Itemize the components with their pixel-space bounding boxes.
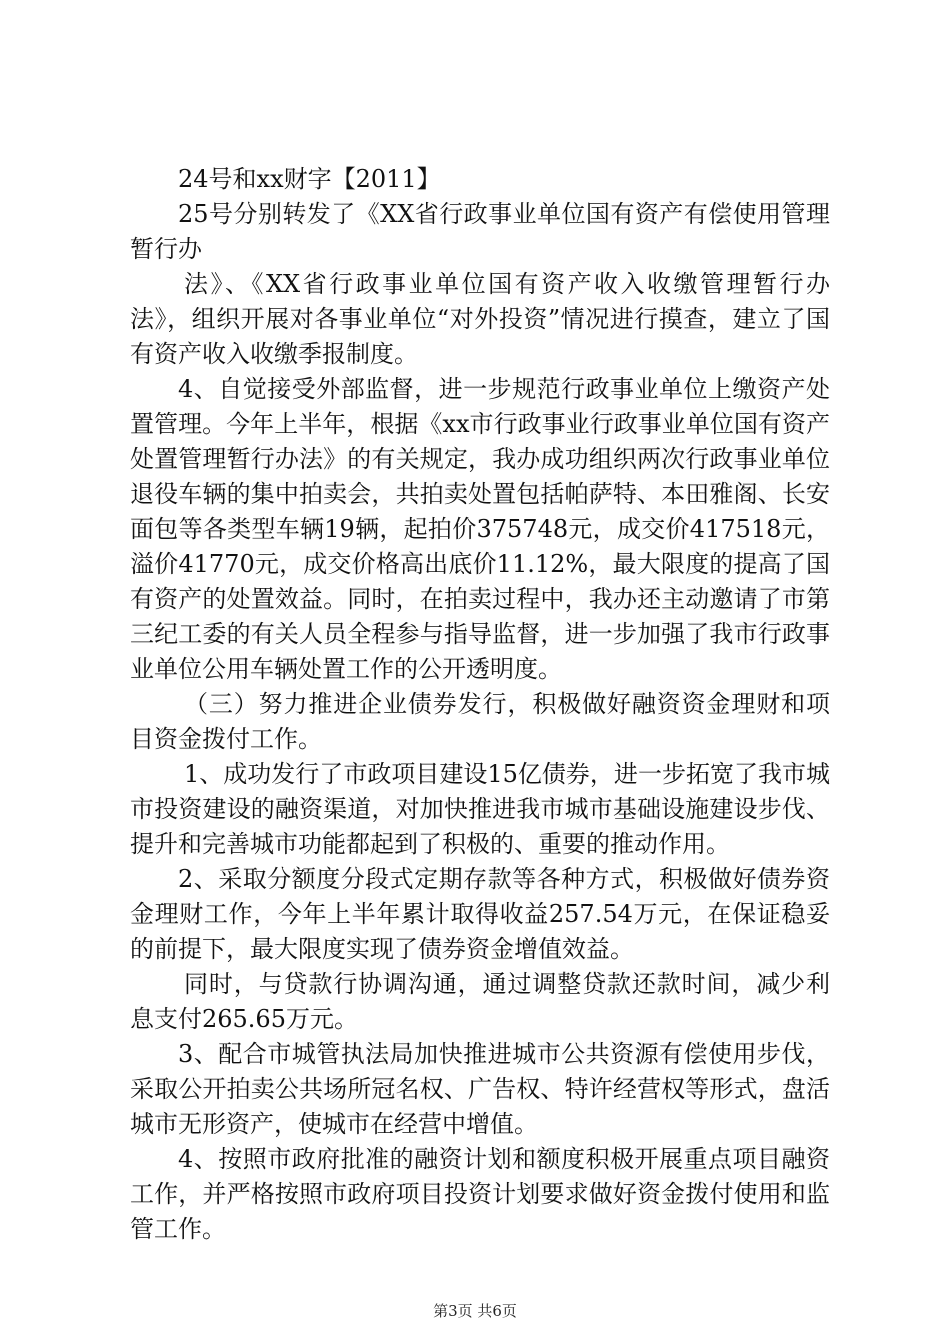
paragraph-7: 2、采取分额度分段式定期存款等各种方式，积极做好债券资金理财工作，今年上半年累计取得收益257.54万元，在保证稳妥的前提下，最大限度实现了债券资金增值效益。: [130, 865, 830, 963]
paragraph-8: 同时，与贷款行协调沟通，通过调整贷款还款时间，减少利息支付265.65万元。: [130, 970, 830, 1033]
paragraph-4: 4、自觉接受外部监督，进一步规范行政事业单位上缴资产处置管理。今年上半年，根据《xx市行政事业行政事业单位国有资产处置管理暂行办法》的有关规定，我办成功组织两次行政事业单位退役车辆的集中拍卖会，共拍卖处置包括帕萨特、本田雅阁、长安面包等各类型车辆19辆，起拍价375748元，成交价417518元，溢价41770元，成交价格高出底价11.12%，最大限度的提高了国有资产的处置效益。同时，在拍卖过程中，我办还主动邀请了市第三纪工委的有关人员全程参与指导监督，进一步加强了我市行政事业单位公用车辆处置工作的公开透明度。: [130, 375, 830, 683]
paragraph-9: 3、配合市城管执法局加快推进城市公共资源有偿使用步伐，采取公开拍卖公共场所冠名权、广告权、特许经营权等形式，盘活城市无形资产，使城市在经营中增值。: [130, 1040, 830, 1138]
paragraph-6: 1、成功发行了市政项目建设15亿债券，进一步拓宽了我市城市投资建设的融资渠道，对加快推进我市城市基础设施建设步伐、提升和完善城市功能都起到了积极的、重要的推动作用。: [130, 760, 830, 858]
section-heading-3: （三）努力推进企业债券发行，积极做好融资资金理财和项目资金拨付工作。: [130, 690, 830, 753]
document-body: [130, 162, 830, 1247]
paragraph-1: 24号和xx财字【2011】: [178, 165, 441, 193]
paragraph-10: 4、按照市政府批准的融资计划和额度积极开展重点项目融资工作，并严格按照市政府项目投资计划要求做好资金拨付使用和监管工作。: [130, 1145, 830, 1243]
page-number: 第3页 共6页: [433, 1302, 517, 1320]
paragraph-2: 25号分别转发了《XX省行政事业单位国有资产有偿使用管理暂行办: [130, 200, 830, 263]
paragraph-3: 法》、《XX省行政事业单位国有资产收入收缴管理暂行办法》，组织开展对各事业单位“对外投资”情况进行摸查，建立了国有资产收入收缴季报制度。: [130, 270, 830, 368]
page-footer: [0, 1300, 950, 1321]
